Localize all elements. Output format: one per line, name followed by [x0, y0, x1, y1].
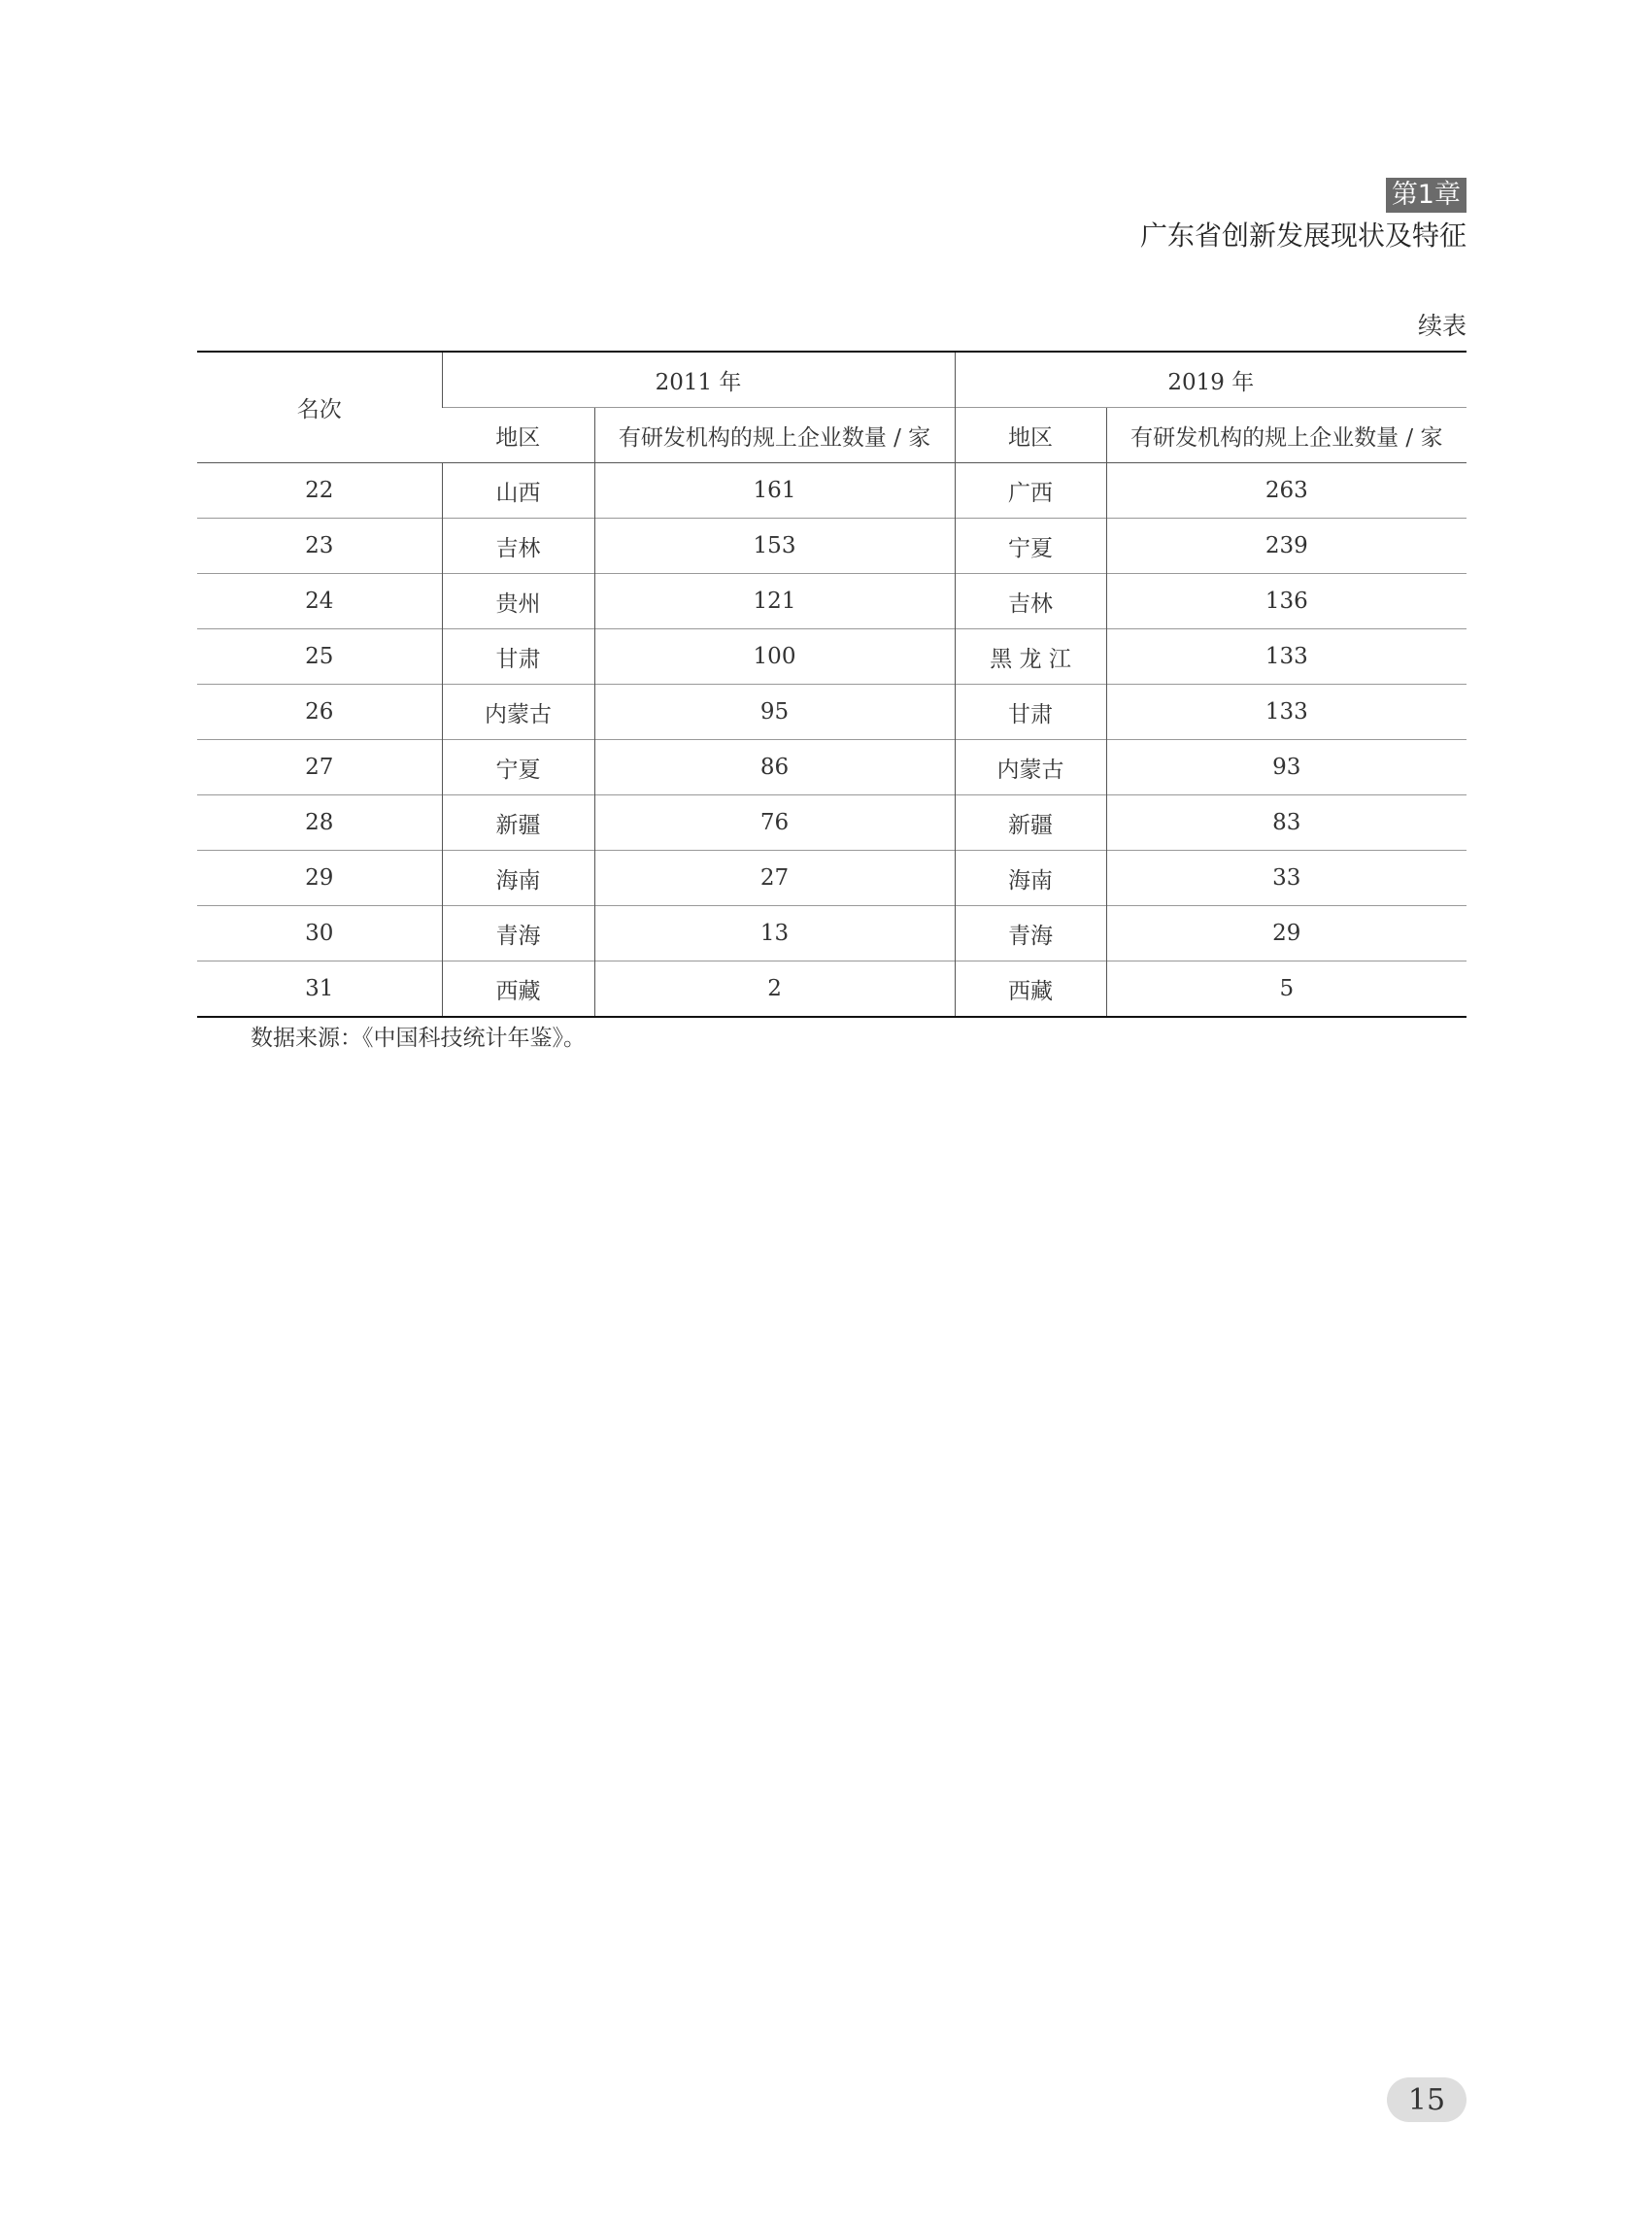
rank-cell: 24: [197, 574, 442, 629]
count-2011-cell: 76: [594, 795, 955, 851]
count-2011-cell: 121: [594, 574, 955, 629]
count-2019-cell: 83: [1106, 795, 1467, 851]
table-row: [197, 685, 1467, 740]
region-2011-cell: 吉林: [442, 519, 594, 574]
rank-cell: 31: [197, 961, 442, 1018]
table-row: [197, 463, 1467, 519]
table-row: [197, 574, 1467, 629]
rank-cell: 30: [197, 906, 442, 961]
count-header-2011: 有研发机构的规上企业数量 / 家: [594, 408, 955, 463]
region-2019-cell: 吉林: [955, 574, 1106, 629]
region-2019-cell: 青海: [955, 906, 1106, 961]
region-2019-cell: 甘肃: [955, 685, 1106, 740]
count-2019-cell: 29: [1106, 906, 1467, 961]
table-row: [197, 795, 1467, 851]
count-2019-cell: 5: [1106, 961, 1467, 1018]
region-2011-cell: 内蒙古: [442, 685, 594, 740]
count-2019-cell: 93: [1106, 740, 1467, 795]
count-2019-cell: 263: [1106, 463, 1467, 519]
region-2011-cell: 西藏: [442, 961, 594, 1018]
count-2011-cell: 86: [594, 740, 955, 795]
region-2011-cell: 青海: [442, 906, 594, 961]
region-2019-cell: 宁夏: [955, 519, 1106, 574]
table-row: [197, 906, 1467, 961]
region-2019-cell: 广西: [955, 463, 1106, 519]
count-2011-cell: 153: [594, 519, 955, 574]
region-2011-cell: 海南: [442, 851, 594, 906]
table-row: [197, 851, 1467, 906]
chapter-header: [1140, 178, 1467, 255]
rank-cell: 28: [197, 795, 442, 851]
count-2019-cell: 133: [1106, 629, 1467, 685]
region-2011-cell: 新疆: [442, 795, 594, 851]
region-2019-cell: 内蒙古: [955, 740, 1106, 795]
region-2019-cell: 海南: [955, 851, 1106, 906]
region-2011-cell: 宁夏: [442, 740, 594, 795]
year-header-2011: 2011 年: [442, 352, 955, 408]
table-row: [197, 961, 1467, 1018]
region-2011-cell: 甘肃: [442, 629, 594, 685]
region-2019-cell: 西藏: [955, 961, 1106, 1018]
table-row: [197, 740, 1467, 795]
count-header-2019: 有研发机构的规上企业数量 / 家: [1106, 408, 1467, 463]
ranking-table: [197, 351, 1467, 1018]
chapter-title: 广东省创新发展现状及特征: [1139, 219, 1467, 252]
table-row: [197, 629, 1467, 685]
region-2011-cell: 山西: [442, 463, 594, 519]
rank-cell: 26: [197, 685, 442, 740]
rank-cell: 22: [197, 463, 442, 519]
count-2011-cell: 13: [594, 906, 955, 961]
region-header-2019: 地区: [955, 408, 1106, 463]
count-2011-cell: 27: [594, 851, 955, 906]
table-row: [197, 519, 1467, 574]
rank-header: 名次: [197, 352, 442, 463]
count-2019-cell: 133: [1106, 685, 1467, 740]
rank-cell: 29: [197, 851, 442, 906]
rank-cell: 25: [197, 629, 442, 685]
count-2011-cell: 100: [594, 629, 955, 685]
region-2019-cell: 黑 龙 江: [955, 629, 1106, 685]
page-number: 15: [1387, 2077, 1467, 2122]
count-2019-cell: 239: [1106, 519, 1467, 574]
year-header-2019: 2019 年: [955, 352, 1467, 408]
rank-cell: 23: [197, 519, 442, 574]
count-2011-cell: 2: [594, 961, 955, 1018]
count-2011-cell: 161: [594, 463, 955, 519]
count-2019-cell: 136: [1106, 574, 1467, 629]
region-2019-cell: 新疆: [955, 795, 1106, 851]
rank-cell: 27: [197, 740, 442, 795]
count-2019-cell: 33: [1106, 851, 1467, 906]
table-header-row: [197, 352, 1467, 408]
region-2011-cell: 贵州: [442, 574, 594, 629]
source-note: 数据来源：《中国科技统计年鉴》。: [251, 1026, 586, 1051]
chapter-label: 第1章: [1386, 178, 1467, 213]
table-caption: 续表: [1417, 312, 1467, 340]
count-2011-cell: 95: [594, 685, 955, 740]
region-header-2011: 地区: [442, 408, 594, 463]
